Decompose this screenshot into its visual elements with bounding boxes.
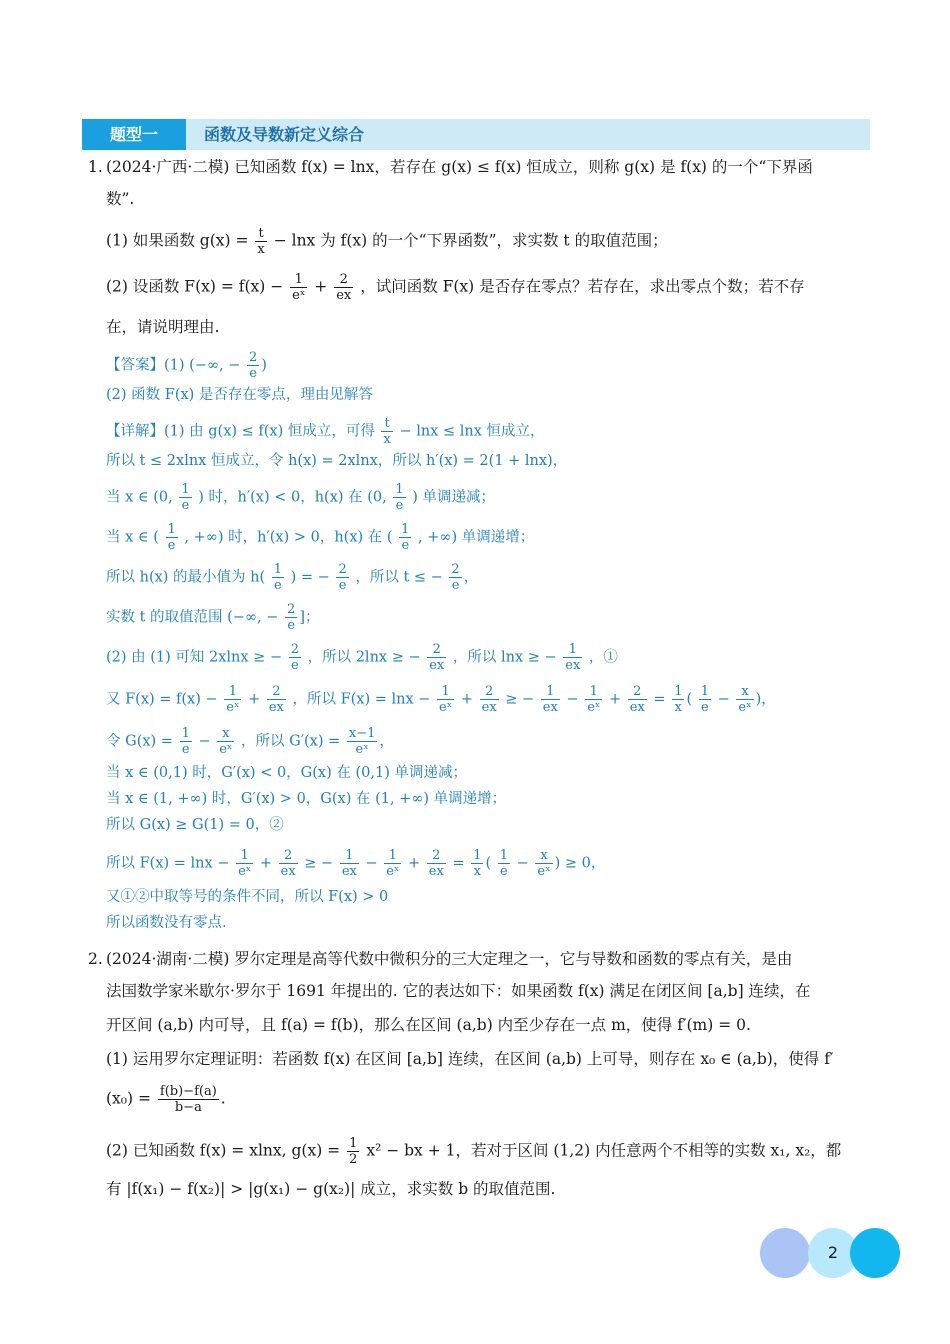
q2-line-6: (2) 已知函数 f(x) = xlnx, g(x) = $\frac{1}{2}$ x² − bx + 1，若对于区间 (1,2) 内任意两个不相等的实数 x₁, x₂，都 <box>106 1136 842 1167</box>
q1-part1: (1) 如果函数 g(x) = $\frac{t}{x}$ − lnx 为 f(x) 的一个“下界函数”，求实数 t 的取值范围； <box>106 226 668 257</box>
q1-part2-cont: 在，请说明理由. <box>106 318 220 336</box>
fraction-t-x: $\frac{t}{x}$ <box>257 226 265 257</box>
page-number-badge <box>760 1228 900 1278</box>
detail-line-5: 所以 h(x) 的最小值为 h( $\frac{1}{e}$ ) = − $\frac{2}{e}$ ，所以 t ≤ − $\frac{2}{e}$ ， <box>106 562 479 593</box>
detail-line-14: 又①②中取等号的条件不同，所以 F(x) > 0 <box>106 889 389 905</box>
detail-line-12: 所以 G(x) ≥ G(1) = 0，② <box>106 817 284 833</box>
q1-answer: 【答案】(1) (−∞, − $\frac{2}{e}$ ) <box>106 350 267 381</box>
q1-part2: (2) 设函数 F(x) = f(x) − $\frac{1}{\text{eˣ}}$ + $\frac{2}{ex}$ ，试问函数 F(x) 是否存在零点？若存在，求出零点个数；若不存 <box>106 272 805 303</box>
detail-line-10: 当 x ∈ (0,1) 时，G′(x) < 0，G(x) 在 (0,1) 单调递减； <box>106 765 467 781</box>
q1-answer2: (2) 函数 F(x) 是否存在零点，理由见解答 <box>106 387 373 403</box>
q2-line-5: (x₀) = $\frac{f(b)-f(a)}{b-a}$ . <box>106 1084 226 1115</box>
page-number: 2 <box>827 1243 839 1262</box>
detail-line-6: 实数 t 的取值范围 (−∞, − $\frac{2}{e}$ ]； <box>106 602 320 633</box>
section-title: 函数及导数新定义综合 <box>204 125 365 144</box>
detail-line-15: 所以函数没有零点. <box>106 915 227 931</box>
q2-line-7: 有 |f(x₁) − f(x₂)| > |g(x₁) − g(x₂)| 成立，求实数 b 的取值范围. <box>106 1180 556 1198</box>
detail-line-2: 所以 t ≤ 2xlnx 恒成立，令 h(x) = 2xlnx，所以 h′(x) = 2(1 + lnx)， <box>106 453 568 469</box>
detail-line-13: 所以 F(x) = lnx − $\frac{1}{\text{eˣ}}$ + $\frac{2}{ex}$ ≥ − $\frac{1}{ex}$ − $\frac{1}{\text{eˣ}}$ + $\frac{2}{ex}$ = $\frac{1}{x}$ ( $\frac{1}{e}$ − $\frac{x}{\text{eˣ}}$ ) ≥ 0， <box>106 848 606 879</box>
detail-line-3: 当 x ∈ (0, $\frac{1}{e}$ ) 时，h′(x) < 0，h(x) 在 (0, $\frac{1}{e}$ ) 单调递减； <box>106 482 496 513</box>
detail-line-4: 当 x ∈ ( $\frac{1}{e}$ , +∞) 时，h′(x) > 0，h(x) 在 ( $\frac{1}{e}$ , +∞) 单调递增； <box>106 522 535 553</box>
q2-line-1: (2024·湖南·二模) 罗尔定理是高等代数中微积分的三大定理之一，它与导数和函数的零点有关，是由 <box>106 950 793 968</box>
detail-line-1: 【详解】(1) 由 g(x) ≤ f(x) 恒成立，可得 $\frac{t}{x}$ − lnx ≤ lnx 恒成立， <box>106 416 545 447</box>
q1-number: 1. <box>88 158 103 176</box>
detail-line-7: (2) 由 (1) 可知 2xlnx ≥ − $\frac{2}{e}$ ，所以 2lnx ≥ − $\frac{2}{ex}$ ，所以 lnx ≥ − $\frac{1}{ex}$ ，① <box>106 642 618 673</box>
detail-line-11: 当 x ∈ (1, +∞) 时，G′(x) > 0，G(x) 在 (1, +∞) 单调递增； <box>106 791 507 807</box>
q2-line-3: 开区间 (a,b) 内可导，且 f(a) = f(b)，那么在区间 (a,b) 内至少存在一点 m，使得 f′(m) = 0. <box>106 1016 751 1034</box>
q2-line-2: 法国数学家米歇尔·罗尔于 1691 年提出的. 它的表达如下：如果函数 f(x) 满足在闭区间 [a,b] 连续，在 <box>106 982 811 1000</box>
section-banner <box>82 119 870 150</box>
detail-line-9: 令 G(x) = $\frac{1}{e}$ − $\frac{x}{\text{eˣ}}$ ，所以 G′(x) = $\frac{x-1}{\text{eˣ}}$ ， <box>106 726 394 757</box>
section-tag: 题型一 <box>82 119 186 150</box>
q2-number: 2. <box>88 950 103 968</box>
q1-stem-cont: 数”. <box>106 190 135 208</box>
detail-line-8: 又 F(x) = f(x) − $\frac{1}{\text{eˣ}}$ + $\frac{2}{ex}$ ，所以 F(x) = lnx − $\frac{1}{\text{eˣ}}$ + $\frac{2}{ex}$ ≥ − $\frac{1}{ex}$ − $\frac{1}{\text{eˣ}}$ + $\frac{2}{ex}$ = $\frac{1}{x}$ ( $\frac{1}{e}$ − $\frac{x}{\text{eˣ}}$ )， <box>106 684 776 715</box>
q1-stem: (2024·广西·二模) 已知函数 f(x) = lnx，若存在 g(x) ≤ f(x) 恒成立，则称 g(x) 是 f(x) 的一个“下界函 <box>106 158 813 176</box>
q2-line-4: (1) 运用罗尔定理证明：若函数 f(x) 在区间 [a,b] 连续，在区间 (a,b) 上可导，则存在 x₀ ∈ (a,b)，使得 f′ <box>106 1050 834 1068</box>
